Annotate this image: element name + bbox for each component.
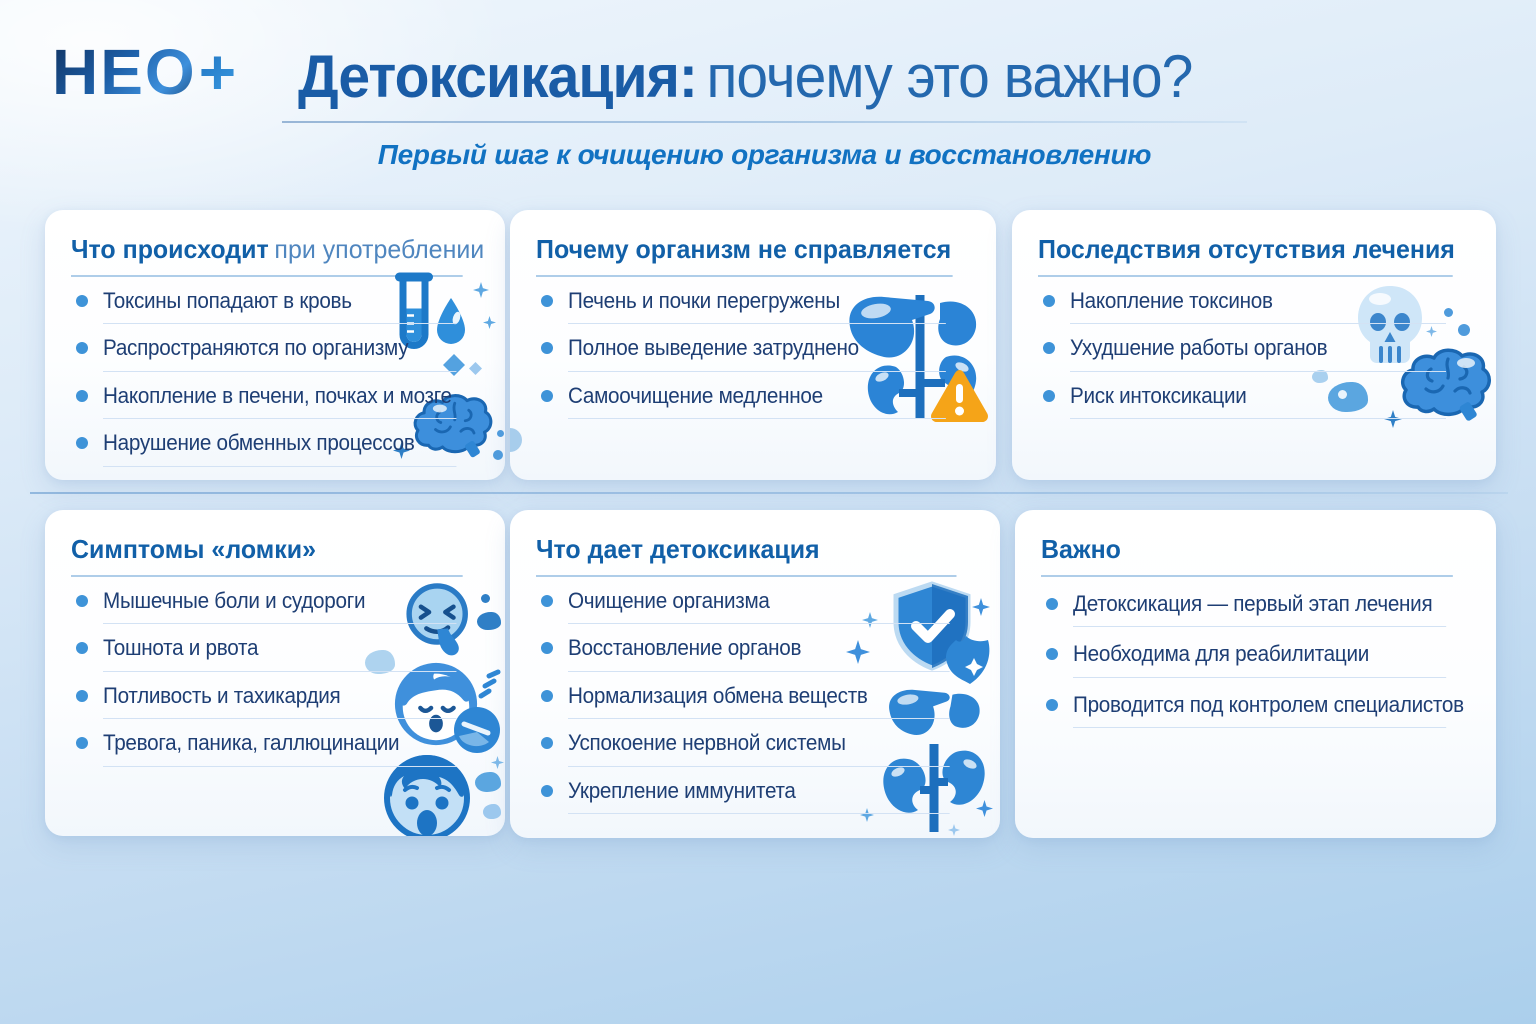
list-item-text: Печень и почки перегружены [568,288,946,324]
card-title [1038,230,1453,277]
list-item-text: Полное выведение затруднено [568,335,946,371]
sparkle-icon [491,756,504,769]
list-item [71,730,479,766]
speed-lines-icon [477,666,501,702]
list-item-text: Потливость и тахикардия [103,683,456,719]
list-item [1041,641,1470,677]
row-divider [30,492,1508,494]
list-item [1038,335,1470,371]
card-title-bold: Последствия отсутствия лечения [1038,234,1455,264]
bullet-list [1041,591,1470,728]
page-title-bold: Детоксикация: [298,43,697,110]
list-item [536,588,974,624]
card-what-happens [45,210,505,480]
list-item [71,288,479,324]
brand-logo [52,36,239,108]
list-item [536,383,970,419]
bullet-list [71,288,479,467]
card-title-bold: Что дает детоксикация [536,534,820,564]
card-title [1041,530,1453,577]
list-item [1038,288,1470,324]
card-important [1015,510,1496,838]
card-consequences [1012,210,1496,480]
smoke-bubbles-icon [475,772,501,792]
list-item [536,778,974,814]
card-title [536,230,953,277]
list-item-text: Необходима для реабилитации [1073,641,1446,677]
bullet-list [536,588,974,814]
dot-decoration [481,594,490,603]
list-item-text: Токсины попадают в кровь [103,288,456,324]
list-item [71,588,479,624]
list-item-text: Тошнота и рвота [103,635,456,671]
list-item-text: Самоочищение медленное [568,383,946,419]
list-item-text: Нормализация обмена веществ [568,683,950,719]
list-item [71,430,479,466]
bullet-list [71,588,479,767]
card-title-bold: Почему организм не справляется [536,234,952,264]
list-item [536,335,970,371]
card-why-body-fails [510,210,996,480]
list-item [536,288,970,324]
list-item-text: Очищение организма [568,588,950,624]
list-item [71,335,479,371]
list-item-text: Успокоение нервной системы [568,730,950,766]
card-title-bold: Что происходит [71,234,269,264]
page-subtitle: Первый шаг к очищению организма и восстановлению [377,139,1152,170]
list-item [536,730,974,766]
card-detox-benefits [510,510,1000,838]
brand-logo-plus-icon: + [198,36,239,108]
dot-decoration [493,450,503,460]
card-title-rest: при употреблении [274,234,485,264]
list-item-text: Проводится под контролем специалистов [1073,692,1446,728]
list-item [1041,692,1470,728]
list-item-text: Укрепление иммунитета [568,778,950,814]
list-item [71,635,479,671]
list-item-text: Накопление в печени, почках и мозге [103,383,456,419]
list-item [71,683,479,719]
list-item-text: Риск интоксикации [1070,383,1446,419]
dot-decoration [510,428,522,452]
sparkle-icon [483,316,496,329]
title-underline [282,121,1247,123]
list-item-text: Распространяются по организму [103,335,456,371]
list-item [71,383,479,419]
dot-decoration [497,430,504,437]
smoke-bubbles-icon [477,612,501,630]
bullet-list [1038,288,1470,419]
card-title [536,530,956,577]
list-item [1041,591,1470,627]
page-title-rest: почему это важно? [706,43,1193,110]
list-item-text: Нарушение обменных процессов [103,430,456,466]
smoke-bubbles-icon [483,804,501,819]
list-item-text: Мышечные боли и судороги [103,588,456,624]
bullet-list [536,288,970,419]
list-item-text: Накопление токсинов [1070,288,1446,324]
brand-logo-text: НЕО [52,36,197,108]
list-item [536,635,974,671]
card-title-bold: Важно [1041,534,1121,564]
card-title [71,530,463,577]
list-item [536,683,974,719]
card-title-bold: Симптомы «ломки» [71,534,316,564]
list-item-text: Тревога, паника, галлюцинации [103,730,456,766]
page-title [298,44,1192,110]
list-item [1038,383,1470,419]
list-item-text: Ухудшение работы органов [1070,335,1446,371]
card-withdrawal-symptoms [45,510,505,836]
list-item-text: Восстановление органов [568,635,950,671]
list-item-text: Детоксикация — первый этап лечения [1073,591,1446,627]
